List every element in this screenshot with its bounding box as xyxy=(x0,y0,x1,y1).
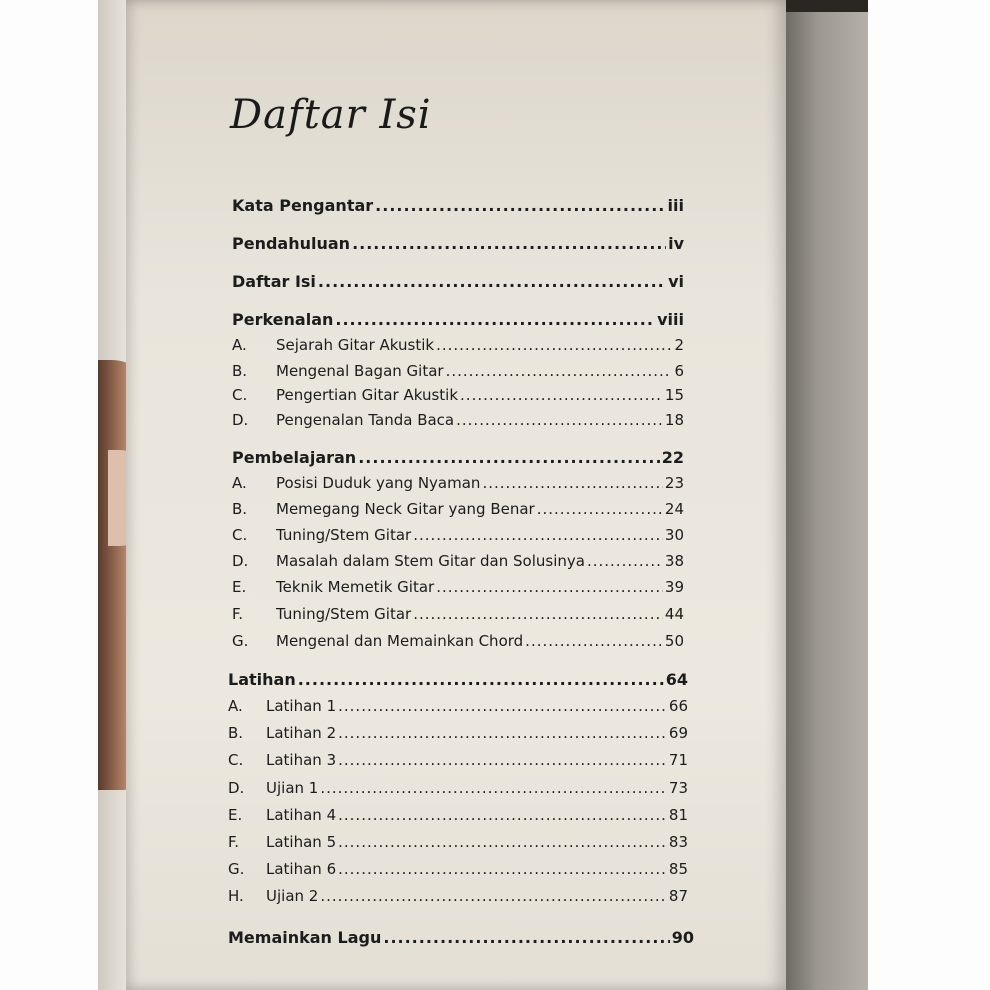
toc-entry-pendahuluan xyxy=(232,234,684,253)
toc-subentry xyxy=(228,724,688,742)
entry-letter: B. xyxy=(228,724,244,742)
entry-name: Tuning/Stem Gitar xyxy=(276,605,412,623)
entry-page: 22 xyxy=(661,448,684,467)
entry-letter: E. xyxy=(228,806,243,824)
toc-subentry xyxy=(228,779,688,797)
entry-page: 66 xyxy=(668,697,688,715)
dot-leader xyxy=(482,474,662,492)
entry-page: 18 xyxy=(664,411,684,429)
entry-letter: B. xyxy=(232,500,248,518)
entry-name: Latihan 4 xyxy=(266,806,337,824)
entry-page: 50 xyxy=(664,632,684,650)
dot-leader xyxy=(298,670,664,689)
entry-name: Memegang Neck Gitar yang Benar xyxy=(276,500,535,518)
entry-page: vi xyxy=(668,272,684,291)
entry-page: 15 xyxy=(664,386,684,404)
toc-subentry xyxy=(228,860,688,878)
entry-letter: D. xyxy=(228,779,245,797)
dot-leader xyxy=(413,605,663,623)
entry-name: Pengenalan Tanda Baca xyxy=(276,411,455,429)
toc-entry-perkenalan xyxy=(232,310,684,329)
entry-letter: D. xyxy=(232,552,249,570)
page-title: Daftar Isi xyxy=(230,92,432,138)
dot-leader xyxy=(383,928,669,947)
adjacent-page xyxy=(784,12,868,990)
toc-subentry xyxy=(232,500,684,518)
toc-entry-kata-pengantar xyxy=(232,196,684,215)
entry-page: 2 xyxy=(674,336,684,354)
entry-name: Pembelajaran xyxy=(232,448,357,467)
entry-page: 30 xyxy=(664,526,684,544)
toc-subentry xyxy=(228,806,688,824)
dot-leader xyxy=(456,411,663,429)
dot-leader xyxy=(352,234,666,253)
entry-page: 38 xyxy=(664,552,684,570)
dot-leader xyxy=(460,386,663,404)
toc-subentry xyxy=(232,552,684,570)
dot-leader xyxy=(436,578,663,596)
dot-leader xyxy=(338,833,667,851)
dot-leader xyxy=(413,526,663,544)
entry-name: Ujian 1 xyxy=(266,779,319,797)
toc-subentry xyxy=(232,632,684,650)
dot-leader xyxy=(338,697,667,715)
toc-subentry xyxy=(228,833,688,851)
entry-name: Latihan xyxy=(228,670,296,689)
entry-page: 24 xyxy=(664,500,684,518)
toc-subentry xyxy=(232,605,684,623)
entry-letter: C. xyxy=(232,386,248,404)
toc-subentry xyxy=(228,697,688,715)
entry-page: iv xyxy=(668,234,684,253)
toc-subentry xyxy=(232,386,684,404)
toc-subentry xyxy=(232,578,684,596)
toc-entry-memainkan-lagu xyxy=(228,928,694,947)
dot-leader xyxy=(587,552,663,570)
entry-letter: G. xyxy=(228,860,245,878)
entry-letter: A. xyxy=(228,697,243,715)
entry-name: Posisi Duduk yang Nyaman xyxy=(276,474,481,492)
dot-leader xyxy=(318,272,666,291)
entry-name: Daftar Isi xyxy=(232,272,316,291)
dot-leader xyxy=(358,448,660,467)
dot-leader xyxy=(338,751,667,769)
dot-leader xyxy=(338,806,667,824)
toc-subentry xyxy=(228,887,688,905)
entry-name: Latihan 1 xyxy=(266,697,337,715)
entry-letter: D. xyxy=(232,411,249,429)
entry-letter: B. xyxy=(232,362,248,380)
entry-letter: G. xyxy=(232,632,249,650)
entry-page: 69 xyxy=(668,724,688,742)
entry-page: viii xyxy=(657,310,684,329)
entry-page: iii xyxy=(667,196,684,215)
entry-letter: E. xyxy=(232,578,247,596)
toc-entry-daftar-isi xyxy=(232,272,684,291)
entry-name: Teknik Memetik Gitar xyxy=(276,578,435,596)
entry-name: Latihan 6 xyxy=(266,860,337,878)
entry-letter: F. xyxy=(232,605,243,623)
entry-name: Mengenal Bagan Gitar xyxy=(276,362,444,380)
entry-page: 85 xyxy=(668,860,688,878)
entry-name: Memainkan Lagu xyxy=(228,928,382,947)
entry-page: 73 xyxy=(668,779,688,797)
entry-name: Latihan 5 xyxy=(266,833,337,851)
entry-page: 71 xyxy=(668,751,688,769)
entry-letter: C. xyxy=(228,751,244,769)
entry-name: Sejarah Gitar Akustik xyxy=(276,336,435,354)
entry-page: 64 xyxy=(665,670,688,689)
dot-leader xyxy=(338,724,667,742)
entry-name: Latihan 3 xyxy=(266,751,337,769)
entry-name: Kata Pengantar xyxy=(232,196,374,215)
toc-subentry xyxy=(232,526,684,544)
toc-subentry xyxy=(232,362,684,380)
entry-letter: A. xyxy=(232,474,247,492)
entry-page: 81 xyxy=(668,806,688,824)
entry-name: Masalah dalam Stem Gitar dan Solusinya xyxy=(276,552,585,570)
dot-leader xyxy=(436,336,672,354)
entry-page: 23 xyxy=(664,474,684,492)
entry-letter: F. xyxy=(228,833,239,851)
toc-entry-pembelajaran xyxy=(232,448,684,467)
entry-letter: H. xyxy=(228,887,244,905)
entry-letter: A. xyxy=(232,336,247,354)
entry-name: Tuning/Stem Gitar xyxy=(276,526,412,544)
entry-name: Mengenal dan Memainkan Chord xyxy=(276,632,524,650)
dot-leader xyxy=(525,632,663,650)
dot-leader xyxy=(446,362,673,380)
dot-leader xyxy=(338,860,667,878)
entry-page: 87 xyxy=(668,887,688,905)
toc-subentry xyxy=(232,474,684,492)
dot-leader xyxy=(320,887,667,905)
entry-name: Latihan 2 xyxy=(266,724,337,742)
toc-subentry xyxy=(232,336,684,354)
dot-leader xyxy=(537,500,663,518)
entry-page: 83 xyxy=(668,833,688,851)
entry-letter: C. xyxy=(232,526,248,544)
entry-page: 90 xyxy=(671,928,694,947)
entry-name: Perkenalan xyxy=(232,310,334,329)
entry-page: 39 xyxy=(664,578,684,596)
entry-page: 6 xyxy=(674,362,684,380)
toc-subentry xyxy=(232,411,684,429)
entry-name: Pengertian Gitar Akustik xyxy=(276,386,459,404)
entry-page: 44 xyxy=(664,605,684,623)
dot-leader xyxy=(375,196,665,215)
entry-name: Pendahuluan xyxy=(232,234,351,253)
dot-leader xyxy=(335,310,655,329)
dot-leader xyxy=(320,779,667,797)
entry-name: Ujian 2 xyxy=(266,887,319,905)
toc-entry-latihan xyxy=(228,670,688,689)
toc-subentry xyxy=(228,751,688,769)
